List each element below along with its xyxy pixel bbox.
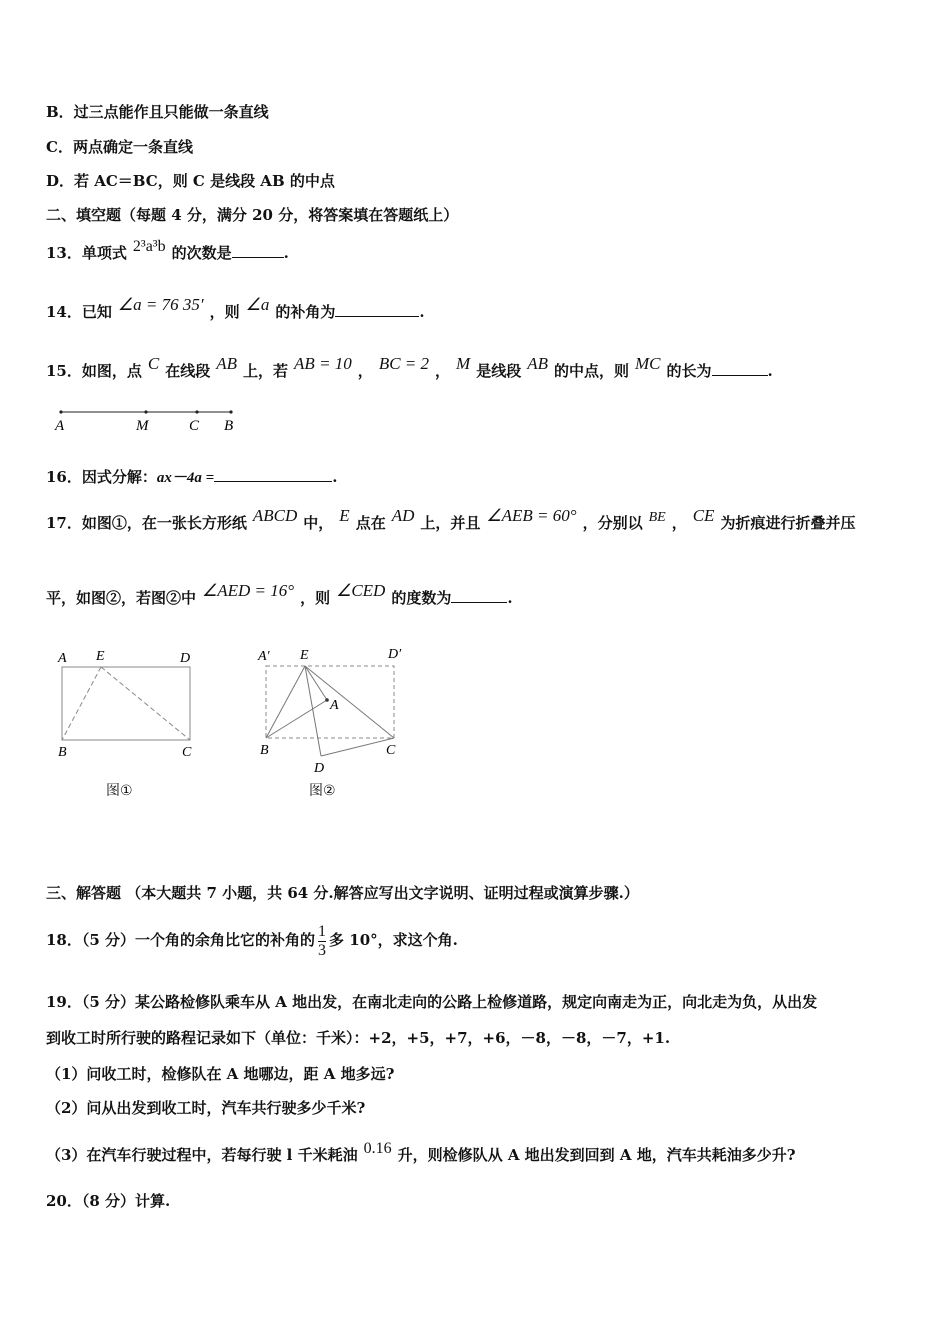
line-ed bbox=[305, 666, 321, 756]
fig2-label-a: A bbox=[330, 698, 339, 713]
q16-expression: ax－4a = bbox=[156, 470, 215, 486]
option-b: B．过三点能作且只能做一条直线 bbox=[46, 103, 269, 121]
q17-answer-blank[interactable] bbox=[451, 588, 507, 603]
fig2-caption: 图② bbox=[309, 783, 336, 799]
q17-segment-ad: AD bbox=[391, 506, 415, 525]
q15-bc-length: BC = 2 bbox=[378, 354, 430, 373]
q20-text: （8 分）计算. bbox=[81, 1192, 171, 1210]
q18-fraction-numerator: 1 bbox=[318, 922, 327, 940]
q14-angle: ∠a = 76 35′ bbox=[117, 295, 204, 314]
q15-answer-blank[interactable] bbox=[712, 361, 768, 376]
question-13 bbox=[46, 238, 289, 264]
q20-number: 20． bbox=[46, 1192, 82, 1210]
section-2-title: 二、填空题（每题 4 分，满分 20 分，将答案填在答题纸上） bbox=[46, 206, 459, 224]
q17-figure-1 bbox=[52, 644, 212, 762]
q15-text-6: 的长为 bbox=[666, 362, 712, 380]
q17-text-7: 平，如图②，若图②中 bbox=[46, 589, 197, 607]
q15-segment-ab: AB bbox=[216, 354, 238, 373]
q18-number: 18． bbox=[46, 931, 82, 949]
q16-text: 因式分解： bbox=[81, 468, 157, 486]
q15-text-2: 在线段 bbox=[165, 362, 211, 380]
line-eb bbox=[266, 666, 305, 738]
q14-text-mid: ，则 bbox=[209, 303, 240, 321]
point-c-dot bbox=[195, 410, 198, 413]
q14-end: . bbox=[419, 303, 425, 321]
question-19 bbox=[46, 992, 817, 1012]
question-14 bbox=[46, 295, 425, 322]
fig1-caption: 图① bbox=[106, 783, 133, 799]
q15-segment-ab-2: AB bbox=[527, 354, 548, 373]
q14-answer-blank[interactable] bbox=[335, 302, 419, 317]
q14-number: 14． bbox=[46, 303, 82, 321]
q17-text-4: 上，并且 bbox=[420, 514, 481, 532]
fig1-label-d: D bbox=[180, 651, 191, 666]
q19-subquestion-2: （2）问从出发到收工时，汽车共行驶多少千米? bbox=[46, 1099, 366, 1117]
fig1-label-b: B bbox=[58, 745, 67, 760]
fig2-label-a-prime: A′ bbox=[258, 649, 270, 664]
q13-end: . bbox=[283, 244, 289, 262]
question-18 bbox=[46, 921, 458, 960]
q19-subquestion-3 bbox=[46, 1140, 796, 1166]
q17-comma: ， bbox=[671, 514, 687, 532]
q17-text-8: ，则 bbox=[300, 589, 331, 607]
q19-sub3-text-post: 升，则检修队从 A 地出发到回到 A 地，汽车共耗油多少升? bbox=[397, 1146, 796, 1164]
q16-number: 16． bbox=[46, 468, 82, 486]
q19-sub3-text-pre: （3）在汽车行驶过程中，若每行驶 l 千米耗油 bbox=[46, 1146, 358, 1164]
q15-text-5: 的中点，则 bbox=[554, 362, 630, 380]
point-a-dot bbox=[325, 698, 329, 702]
fold-line-eb bbox=[62, 667, 101, 740]
q15-ab-length: AB = 10 bbox=[294, 354, 352, 373]
question-17 bbox=[46, 506, 856, 535]
q17-text-5: ，分别以 bbox=[582, 514, 643, 532]
question-15 bbox=[46, 354, 773, 381]
q16-answer-blank[interactable] bbox=[214, 467, 332, 482]
q15-text-4: 是线段 bbox=[476, 362, 522, 380]
fig2-label-d-prime: D′ bbox=[388, 647, 402, 662]
q15-point-m: M bbox=[456, 354, 471, 373]
q19-number: 19． bbox=[46, 993, 82, 1011]
q19-fuel-rate: 0.16 bbox=[363, 1140, 392, 1157]
q19-line-2: 到收工时所行驶的路程记录如下（单位：千米）：+2，+5，+7，+6，－8，－8，－7，+1. bbox=[46, 1029, 671, 1047]
q17-crease-be: BE bbox=[648, 510, 666, 525]
q15-number: 15． bbox=[46, 362, 82, 380]
fig2-label-c: C bbox=[386, 743, 396, 758]
q13-answer-blank[interactable] bbox=[232, 243, 284, 258]
question-20 bbox=[46, 1191, 170, 1211]
q15-comma-1: ， bbox=[357, 362, 373, 380]
question-16 bbox=[46, 467, 337, 488]
fig1-label-a: A bbox=[58, 651, 67, 666]
q13-number: 13． bbox=[46, 244, 82, 262]
q13-monomial: 2³a³b bbox=[132, 238, 166, 255]
point-m-dot bbox=[144, 410, 147, 413]
q17-number: 17． bbox=[46, 514, 82, 532]
q15-comma-2: ， bbox=[435, 362, 451, 380]
q14-text-post: 的补角为 bbox=[275, 303, 336, 321]
q17-text-1: 如图①，在一张长方形纸 bbox=[81, 514, 247, 532]
q18-text-post: 多 10°，求这个角. bbox=[329, 931, 458, 949]
q18-text-pre: （5 分）一个角的余角比它的补角的 bbox=[81, 931, 316, 949]
q17-text-6: 为折痕进行折叠并压 bbox=[720, 514, 856, 532]
point-a-dot bbox=[59, 410, 62, 413]
fig1-label-e: E bbox=[96, 649, 105, 664]
q17-crease-ce: CE bbox=[692, 506, 715, 525]
point-b-dot bbox=[229, 410, 232, 413]
q19-text-line-1: （5 分）某公路检修队乘车从 A 地出发，在南北走向的公路上检修道路，规定向南走为正，向北走为负，从出发 bbox=[81, 993, 818, 1011]
q15-point-c: C bbox=[147, 354, 160, 373]
q13-text-post: 的次数是 bbox=[171, 244, 232, 262]
q18-fraction-denominator: 3 bbox=[318, 941, 327, 959]
q17-text-2: 中， bbox=[303, 514, 334, 532]
q16-end: . bbox=[332, 468, 338, 486]
q13-text-pre: 单项式 bbox=[81, 244, 127, 262]
q14-text-pre: 已知 bbox=[81, 303, 112, 321]
q17-end: . bbox=[507, 589, 513, 607]
fig2-label-d: D bbox=[314, 761, 325, 776]
option-d: D．若 AC＝BC，则 C 是线段 AB 的中点 bbox=[46, 172, 335, 190]
line-ba bbox=[266, 700, 327, 738]
fig1-label-c: C bbox=[182, 745, 192, 760]
q17-angle-aed: ∠AED = 16° bbox=[202, 581, 295, 600]
q17-text-3: 点在 bbox=[355, 514, 386, 532]
fig2-label-e: E bbox=[300, 648, 309, 663]
q17-text-9: 的度数为 bbox=[391, 589, 452, 607]
q17-angle-aeb: ∠AEB = 60° bbox=[486, 506, 577, 525]
q15-end: . bbox=[767, 362, 773, 380]
line-ec bbox=[305, 666, 394, 738]
q17-point-e: E bbox=[339, 506, 350, 525]
line-cd bbox=[321, 738, 394, 756]
q19-subquestion-1: （1）问收工时，检修队在 A 地哪边，距 A 地多远? bbox=[46, 1065, 395, 1083]
fold-line-ec bbox=[101, 667, 190, 740]
label-b: B bbox=[224, 418, 234, 434]
q15-text-1: 如图，点 bbox=[81, 362, 142, 380]
question-17-line-2 bbox=[46, 581, 513, 608]
q17-figure-2 bbox=[254, 642, 424, 777]
q14-angle-symbol: ∠a bbox=[245, 295, 270, 314]
label-c: C bbox=[189, 418, 200, 434]
q17-rect-abcd: ABCD bbox=[252, 506, 298, 525]
q15-text-3: 上，若 bbox=[243, 362, 289, 380]
label-a: A bbox=[55, 418, 65, 434]
q15-segment-figure bbox=[52, 402, 252, 436]
section-3-title: 三、解答题 （本大题共 7 小题，共 64 分.解答应写出文字说明、证明过程或演算步骤.） bbox=[46, 884, 639, 902]
fig2-label-b: B bbox=[260, 743, 269, 758]
q17-angle-ced: ∠CED bbox=[336, 581, 386, 600]
q15-segment-mc: MC bbox=[635, 354, 661, 373]
label-m: M bbox=[136, 418, 149, 434]
q18-fraction bbox=[318, 923, 326, 960]
option-c: C．两点确定一条直线 bbox=[46, 138, 193, 156]
